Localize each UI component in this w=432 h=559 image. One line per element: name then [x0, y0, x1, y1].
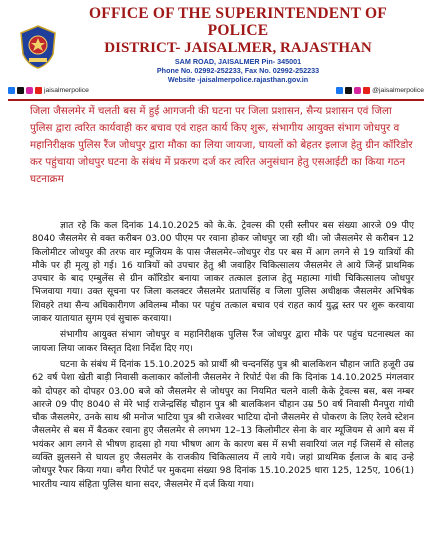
office-website: Website -jaisalmerpolice.rajasthan.gov.in — [167, 75, 309, 84]
facebook-icon — [8, 87, 15, 94]
office-address: SAM ROAD, JAISALMER Pin- 345001 — [174, 57, 302, 66]
body-paragraph: संभागीय आयुक्त संभाग जोधपुर व महानिरीक्षक पुलिस रैंज जोधपुर द्वारा मौके पर पहुंच घटनास्थल का जायजा लिया जाकर विस्तृत दिशा निर्देश दिए गए। — [32, 330, 414, 354]
social-handle-right: @jaisalmerpolice — [372, 87, 424, 94]
press-body — [32, 220, 414, 495]
social-row — [0, 86, 432, 98]
office-phone: Phone No. 02992-252233, Fax No. 02992-252233 — [156, 66, 320, 75]
youtube-icon — [363, 87, 370, 94]
body-paragraph: ज्ञात रहे कि कल दिनांक 14.10.2025 को के.के. ट्रेवल्स की एसी स्लीपर बस संख्या आरजे 09 पीए 8040 जैसलमेर से वक्त करीबन 03.00 पीएम पर रवाना होकर जोधपुर जा रही थी। जो जैसलमेर से करीबन 12 किलोमीटर जोधपुर की तरफ वार म्यूजियम के पास जैसलमेर–जोधपुर रोड पर बस में आग लगने से 19 यात्रियों की मौके पर ही मृत्यु हो गई। 16 यात्रियों को उपचार हेतु श्री जवाहिर चिकित्सालय जैसलमेर ले आये जिन्हें प्राथमिक उपचार के बाद एम्बुलेंस से ग्रीन कॉरिडोर बनाया जाकर तत्काल इलाज हेतु महात्मा गांधी चिकित्सालय जोधपुर भिजवाया गया। उक्त सूचना पर जिला कलक्टर जैसलमेर प्रतापसिंह व जिला पुलिस अधीक्षक जैसलमेर अभिषेक शिवहरे तथा सैन्य अधिकारीगण अविलम्ब मौका पर पहुंच तत्काल बचाव एवं राहत कार्य युद्ध स्तर पर शुरू करवाया जाकर यातायात सुगम एवं सुचारू करवाया। — [32, 221, 414, 325]
district-title: DISTRICT- JAISALMER, RAJASTHAN — [104, 40, 372, 56]
social-left — [8, 87, 89, 94]
body-paragraph: घटना के संबंध में दिनांक 15.10.2025 को प्रार्थी श्री चन्दनसिंह पुत्र श्री बालकिशन चौहान जाति हजूरी उम्र 62 वर्ष पेशा खेती बाड़ी निवासी कलाकार कॉलोनी जैसलमेर ने रिपोर्ट पेश की कि दिनांक 14.10.2025 मंगलवार को दोपहर को दोपहर 03.00 बजे को जैसलमेर से जोधपुर का नियमित चलने वाली केके ट्रेवल्स बस, बस नम्बर आरजे 09 पीए 8040 से मेरे भाई राजेन्द्रसिंह चौहान पुत्र श्री बालकिशन चौहान उम्र 50 वर्ष निवासी मैनपुरा गांधी चौक जैसलमेर, उनके साथ श्री मनोज भाटिया पुत्र श्री राजेश्वर भाटिया दोनो जैसलमेर से पोकरण के लिए रेलवे स्टेशन जैसलमेर से बस में बैठकर रवाना हुए जैसलमेर से लगभग 12–13 किलोमीटर सेना के वार म्यूजियम से आगे बस में भयंकर आग लगने से भीषण हादसा हो गया भीषण आग के कारण बस में सभी सवारियां जल गई जिसमें से सोलह व्यक्ति झुलसने से घायल हुए जैसलमेर के राजकीय चिकित्सालय में लाये गये। जहां प्राथमिक ईलाज के बाद उन्हे जोधपुर रैफर किया गया। वगैरा रिपोर्ट पर मुकदमा संख्या 98 दिनांक 15.10.2025 धारा 125, 125ए, 106(1) भारतीय न्याय संहिता पुलिस थाना सदर, जैसलमेर में दर्ज किया गया। — [32, 359, 414, 490]
press-headline: जिला जैसलमेर में चलती बस में हुई आगजनी की घटना पर जिला प्रशासन, सैन्य प्रशासन एवं जिला पुलिस द्वारा त्वरित कार्यवाही कर बचाव एवं राहत कार्य किए शुरू, संभागीय आयुक्त संभाग जोधपुर व महानिरीक्षक पुलिस रैंज जोधपुर द्वारा मौका का लिया जायजा, घायलों को बेहतर इलाज हेतु ग्रीन कॉरिडोर कर पहुंचाया जोधपुर घटना के संबंध में प्रकरण दर्ज कर त्वरित अनुसंधान हेतु एसआईटी का किया गठन घटनाक्रम — [30, 105, 413, 185]
social-right — [336, 87, 424, 94]
x-icon — [17, 87, 24, 94]
instagram-icon — [354, 87, 361, 94]
facebook-icon — [336, 87, 343, 94]
youtube-icon — [35, 87, 42, 94]
police-emblem-icon — [18, 24, 58, 70]
instagram-icon — [26, 87, 33, 94]
letterhead — [0, 0, 432, 86]
x-icon — [345, 87, 352, 94]
office-title: OFFICE OF THE SUPERINTENDENT OF POLICE — [89, 5, 387, 39]
letterhead-text — [66, 5, 410, 84]
header-divider — [8, 99, 424, 101]
social-handle-left: jaisalmerpolice — [44, 87, 89, 94]
